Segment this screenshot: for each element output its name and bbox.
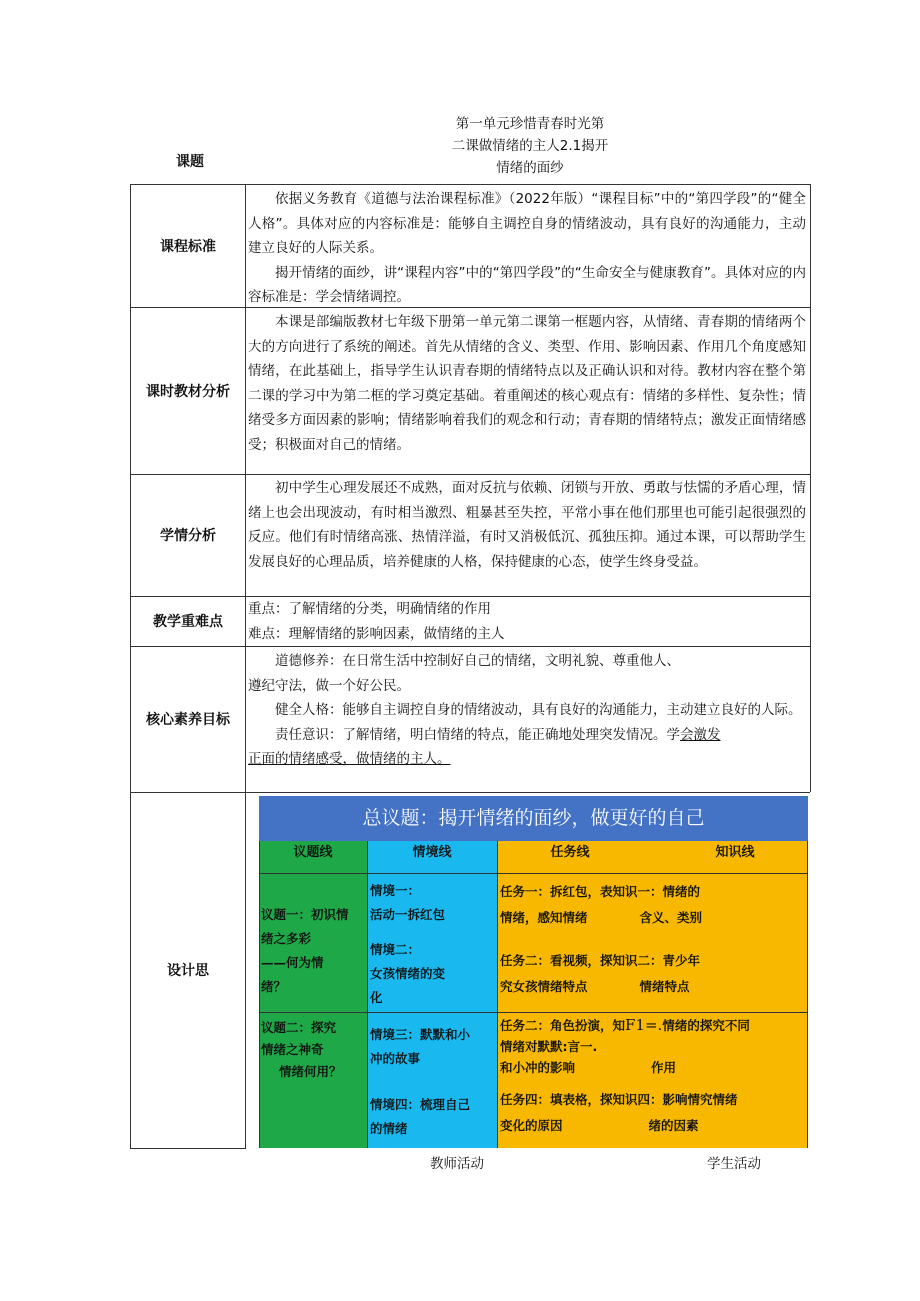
- task-one-text: 情绪，感知情绪: [500, 910, 588, 925]
- situation-one-line: 活动一拆红包: [370, 907, 446, 922]
- task-one-knowledge: 含义、类别: [639, 910, 703, 925]
- core-text: 责任意识：了解情绪，明白情绪的特点，能正确地处理突发情况。学: [275, 726, 680, 743]
- header-knowledge-line: 知识线: [715, 845, 755, 860]
- table-bottom-border: [130, 1148, 246, 1149]
- task-one-line: [500, 905, 806, 931]
- situation-two: [370, 938, 496, 1010]
- task-three-line: [500, 1057, 806, 1078]
- lesson-title-line: 二课做情绪的主人2.1揭开: [451, 138, 609, 154]
- row-label-design: 设计思: [167, 963, 209, 979]
- core-underlined-text: 会激发: [680, 726, 721, 743]
- task-three-text: 和小冲的影响: [500, 1060, 576, 1075]
- design-title-band: 总议题：揭开情绪的面纱，做更好的自己: [259, 796, 808, 841]
- row-label-standard: 课程标准: [160, 238, 216, 255]
- core-content: [248, 649, 806, 772]
- task-three-knowledge: 作用: [651, 1060, 677, 1075]
- teacher-activity-label: 教师活动: [430, 1156, 484, 1172]
- diagram-divider: [497, 841, 498, 1148]
- task-two: [500, 948, 806, 1000]
- situation-two-line: 女孩情绪的变: [370, 966, 446, 981]
- task-four-line: 任务四：填表格，探知识四：影响情究情绪: [500, 1092, 738, 1107]
- core-line: 遵纪守法，做一个好公民。: [248, 677, 410, 694]
- task-three-line: 情绪对默默:言一.: [500, 1039, 598, 1054]
- standard-paragraph: 依据义务教育《道德与法治课程标准》（2022年版）“课程目标”中的“第四学段”的“健全人格”。具体对应的内容标准是：能够自主调控自身的情绪波动，具有良好的沟通能力，主动建立良好的人际关系。: [248, 191, 806, 256]
- standard-paragraph: 揭开情绪的面纱，讲“课程内容”中的“第四学段”的“生命安全与健康教育”。具体对应的内容标准是：学会情绪调控。: [248, 264, 806, 305]
- task-four: [500, 1087, 806, 1139]
- diagram-divider: [259, 841, 260, 1148]
- header-topic-line: 议题线: [293, 845, 333, 860]
- topic-one-line: 绪？: [261, 979, 287, 994]
- situation-four: [370, 1093, 496, 1141]
- situation-three: [370, 1023, 496, 1071]
- task-one: [500, 879, 806, 931]
- situation-one: [370, 879, 496, 927]
- task-two-line: 任务二：看视频，探知识二：青少年: [500, 953, 701, 968]
- standard-content: [248, 187, 806, 310]
- diagram-divider: [259, 873, 808, 874]
- situation-three-line: 冲的故事: [370, 1051, 421, 1066]
- topic-one: [261, 903, 365, 999]
- task-three-line: [500, 1015, 806, 1036]
- diagram-divider: [259, 1012, 808, 1013]
- row-label-key: 教学重难点: [153, 614, 223, 630]
- key-point: 重点：了解情绪的分类，明确情绪的作用: [248, 601, 491, 617]
- task-three: [500, 1015, 806, 1078]
- diagram-divider: [807, 841, 808, 1148]
- students-content: [248, 476, 806, 574]
- table-right-border: [810, 184, 811, 792]
- topic-one-line: 议题一：初识情: [261, 907, 349, 922]
- row-label-students: 学情分析: [160, 528, 216, 544]
- students-paragraph: 初中学生心理发展还不成熟，面对反抗与依赖、闭锁与开放、勇敢与怯懦的矛盾心理，情绪上也会出现波动，有时相当激烈、粗暴甚至失控，平常小事在他们那里也可能引起很强烈的反应。他们有时情绪高涨、热情洋溢，有时又消极低沉、孤独压抑。通过本课，可以帮助学生发展良好的心理品质，培养健康的人格，保持健康的心态，使学生终身受益。: [248, 480, 806, 570]
- difficult-point: 难点：理解情绪的影响因素，做情绪的主人: [248, 625, 505, 642]
- topic-one-line: ——何为情: [261, 955, 324, 970]
- situation-four-line: 情境四：梳理自己: [370, 1097, 471, 1112]
- task-one-line: 任务一：拆红包，表知识一：情绪的: [500, 884, 701, 899]
- header-situation-line: 情境线: [412, 845, 452, 860]
- task-three-text: 任务二：角色扮演，知: [500, 1018, 626, 1033]
- lesson-title: [430, 113, 630, 179]
- material-content: [248, 310, 806, 457]
- row-label-material: 课时教材分析: [146, 383, 230, 400]
- situation-two-line: 情境二：: [370, 942, 421, 957]
- material-paragraph: 本课是部编版教材七年级下册第一单元第二课第一框题内容，从情绪、青春期的情绪两个大的方向进行了系统的阐述。首先从情绪的含义、类型、作用、影响因素、作用几个角度感知情绪，在此基础上，指导学生认识青春期的情绪特点以及正确认识和对待。教材内容在整个第二课的学习中为第二框的学习奠定基础。着重阐述的核心观点有：情绪的多样性、复杂性；情绪受多方面因素的影响；情绪影响着我们的观念和行动；青春期的情绪特点；激发正面情绪感受；积极面对自己的情绪。: [248, 314, 806, 453]
- student-activity-label: 学生活动: [707, 1156, 761, 1172]
- situation-one-line: 情境一：: [370, 883, 421, 898]
- task-three-artifact: F1=.: [625, 1016, 663, 1034]
- topic-label: 课题: [176, 154, 204, 170]
- topic-one-line: 绪之多彩: [261, 931, 312, 946]
- situation-four-line: 的情绪: [370, 1121, 408, 1136]
- situation-two-line: 化: [370, 990, 383, 1005]
- row-label-core: 核心素养目标: [146, 712, 230, 728]
- key-content: [248, 597, 806, 646]
- core-line: 道德修养：在日常生活中控制好自己的情绪，文明礼貌、尊重他人、: [275, 653, 680, 669]
- diagram-divider: [367, 841, 368, 1148]
- task-four-text: 变化的原因: [500, 1118, 563, 1133]
- situation-three-line: 情境三：默默和小: [370, 1027, 471, 1042]
- task-three-text: 情绪的探究不同: [662, 1018, 750, 1033]
- core-underlined-line: 正面的情绪感受，做情绪的主人。: [248, 751, 451, 767]
- task-two-knowledge: 情绪特点: [639, 979, 690, 994]
- topic-two-line: 情绪之神奇: [261, 1042, 324, 1057]
- lesson-title-line: 第一单元珍惜青春时光第: [455, 116, 605, 132]
- header-task-line: 任务线: [550, 845, 590, 860]
- topic-two-line: 情绪何用？: [279, 1064, 342, 1079]
- topic-two: [261, 1017, 365, 1083]
- lesson-title-line: 情绪的面纱: [496, 160, 564, 176]
- task-two-line: [500, 974, 806, 1000]
- core-paragraph: 健全人格：能够自主调控自身的情绪波动，具有良好的沟通能力，主动建立良好的人际。: [275, 702, 802, 718]
- task-four-line: [500, 1113, 806, 1139]
- task-four-knowledge: 绪的因素: [648, 1118, 699, 1133]
- task-two-text: 究女孩情绪特点: [500, 979, 588, 994]
- core-line: [248, 723, 806, 748]
- topic-two-line: 议题二：探究: [261, 1020, 337, 1035]
